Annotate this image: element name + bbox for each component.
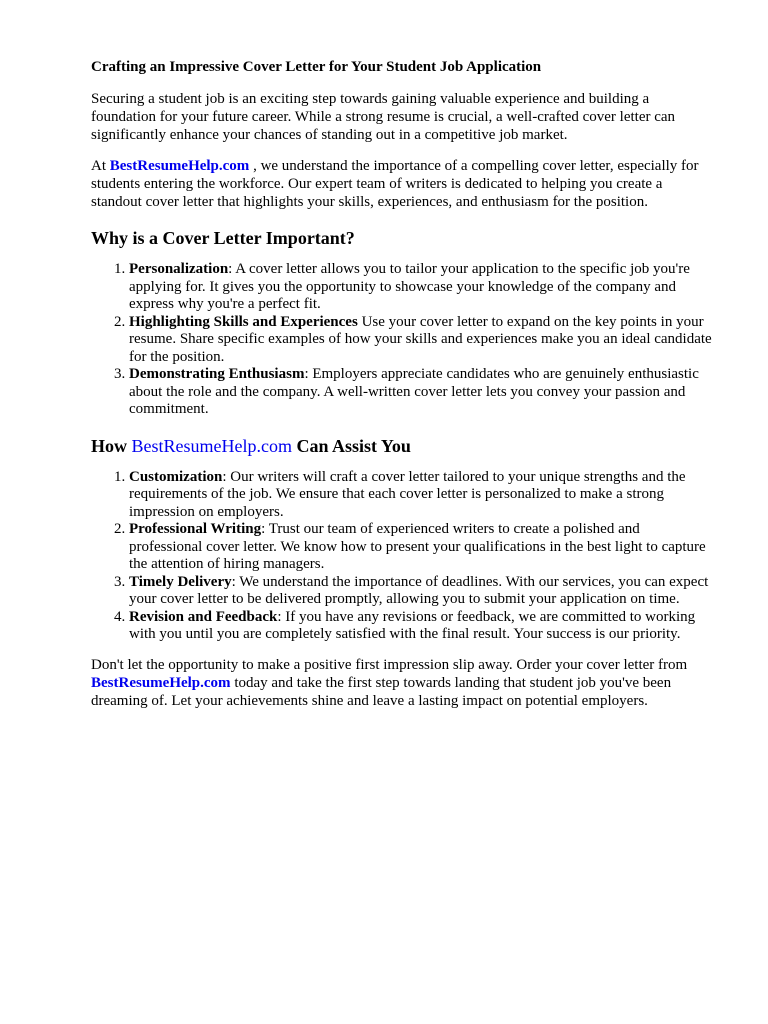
- company-paragraph-text: , we understand the importance of a compelling cover letter, especially for students entering the workforce. Our expert team of writers is dedicated to helping you create a standout cover letter that highlights your skills, experiences, and enthusiasm for the position.: [91, 158, 699, 210]
- list-item: [129, 574, 713, 609]
- closing-paragraph: [91, 656, 713, 710]
- list-item-text: : We understand the importance of deadlines. With our services, you can expect your cover letter to be delivered promptly, allowing you to submit your application on time.: [129, 573, 709, 607]
- list-item: [129, 314, 713, 367]
- list-item-text: Use your cover letter to expand on the key points in your resume. Share specific examples of how your skills and experiences make you an ideal candidate for the position.: [129, 313, 712, 365]
- list-item-text: : Trust our team of experienced writers to create a polished and professional cover letter. We know how to present your qualifications in the best light to capture the attention of hiring managers.: [129, 521, 706, 572]
- company-paragraph-prefix: At: [91, 158, 110, 174]
- list-item-term: Revision and Feedback: [129, 608, 278, 625]
- assist-list: [91, 469, 713, 644]
- list-item: [129, 609, 713, 644]
- closing-paragraph-text: today and take the first step towards landing that student job you've been dreaming of. Let your achievements shine and leave a lasting impact on potential employers.: [91, 674, 672, 709]
- section-heading-assist-prefix: How: [91, 435, 132, 456]
- document-page: [91, 58, 713, 723]
- list-item-text: : Our writers will craft a cover letter tailored to your unique strengths and the requirements of the job. We ensure that each cover letter is personalized to make a strong impression on employers.: [129, 468, 686, 520]
- list-item-text: : If you have any revisions or feedback, we are committed to working with you until you are completely satisfied with the final result. Your success is our priority.: [129, 608, 696, 642]
- section-heading-assist-suffix: Can Assist You: [291, 435, 411, 456]
- list-item-term: Demonstrating Enthusiasm: [129, 366, 305, 382]
- section-heading-importance: Why is a Cover Letter Important?: [91, 228, 355, 248]
- section-heading-assist: [91, 435, 713, 457]
- importance-list: [91, 261, 713, 419]
- list-item: [129, 521, 713, 574]
- list-item-term: Customization: [129, 468, 223, 485]
- list-item-text: : A cover letter allows you to tailor your application to the specific job you're applying for. It gives you the opportunity to showcase your knowledge of the company and express why you're a perfect fit.: [129, 261, 690, 312]
- bestresumehelp-heading-link[interactable]: BestResumeHelp.com: [131, 435, 292, 456]
- bestresumehelp-closing-link[interactable]: BestResumeHelp.com: [91, 674, 231, 691]
- bestresumehelp-link[interactable]: BestResumeHelp.com: [109, 158, 250, 174]
- list-item: [129, 261, 713, 314]
- company-paragraph: [91, 157, 713, 211]
- list-item-term: Professional Writing: [129, 521, 262, 537]
- list-item-term: Timely Delivery: [129, 573, 232, 590]
- closing-paragraph-prefix: Don't let the opportunity to make a positive first impression slip away. Order your cover letter from: [91, 656, 688, 673]
- list-item: [129, 366, 713, 419]
- list-item-term: Highlighting Skills and Experiences: [129, 313, 358, 330]
- document-title: Crafting an Impressive Cover Letter for Your Student Job Application: [91, 59, 542, 75]
- intro-paragraph: Securing a student job is an exciting step towards gaining valuable experience and building a foundation for your future career. While a strong resume is crucial, a well-crafted cover letter can significantly enhance your chances of standing out in a competitive job market.: [91, 91, 676, 143]
- list-item: [129, 469, 713, 522]
- list-item-text: : Employers appreciate candidates who are genuinely enthusiastic about the role and the company. A well-written cover letter lets you convey your passion and commitment.: [129, 366, 699, 417]
- list-item-term: Personalization: [129, 261, 229, 277]
